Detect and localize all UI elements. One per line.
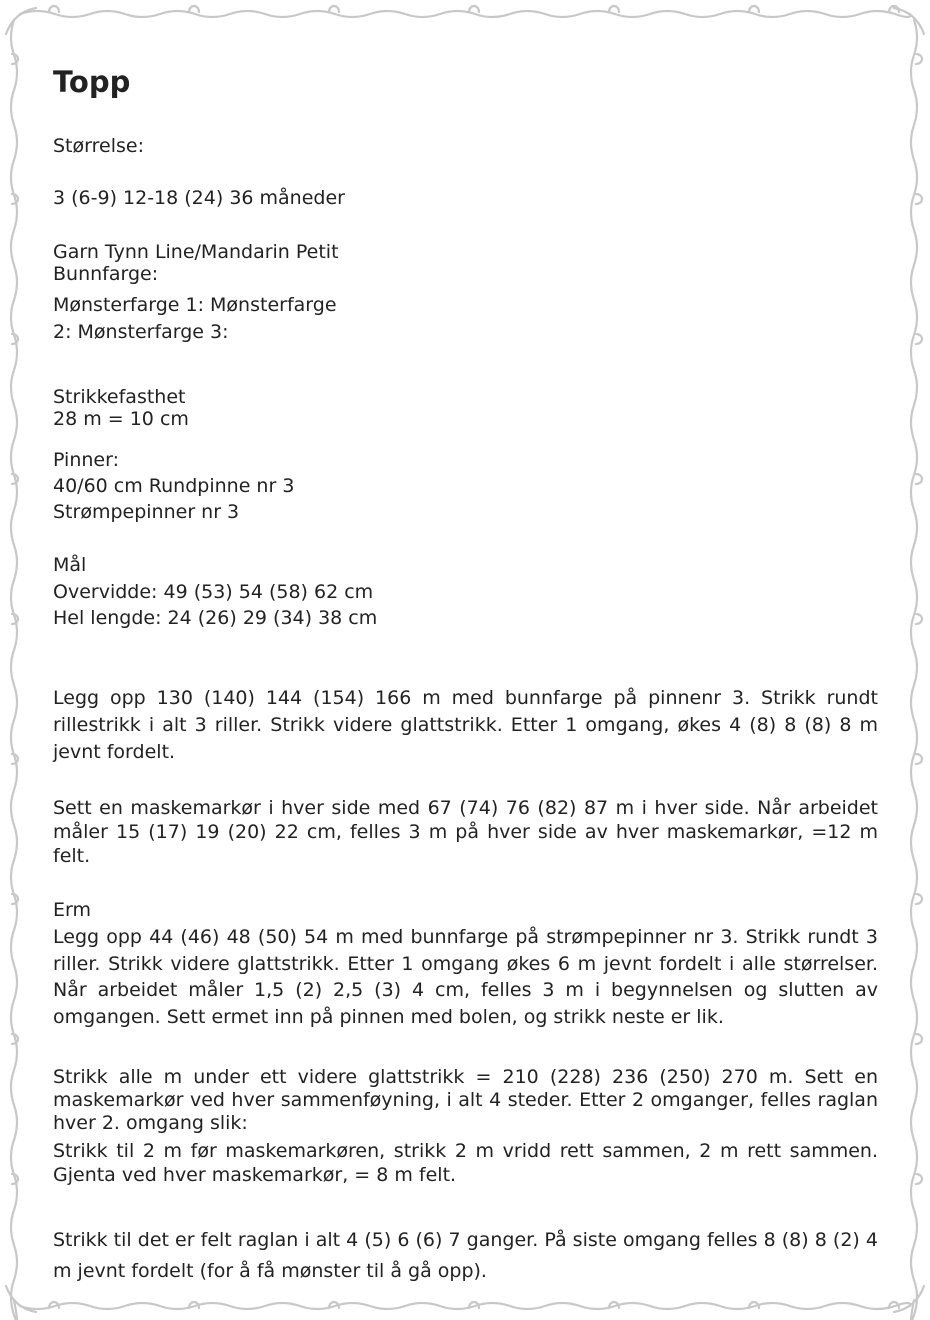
needles-label: Pinner:: [53, 449, 119, 471]
pattern-colors-line-1: Mønsterfarge 1: Mønsterfarge: [53, 294, 337, 316]
pattern-colors-line-2: 2: Mønsterfarge 3:: [53, 321, 229, 343]
sleeve-heading: Erm: [53, 899, 91, 921]
measurement-width: Overvidde: 49 (53) 54 (58) 62 cm: [53, 581, 374, 603]
yarn-line: Garn Tynn Line/Mandarin Petit: [53, 241, 339, 263]
needles-circular: 40/60 cm Rundpinne nr 3: [53, 475, 295, 497]
marker-paragraph: Sett en maskemarkør i hver side med 67 (74) 76 (82) 87 m i hver side. Når arbeidet måler 15 (17) 19 (20) 22 cm, felles 3 m på hver side av hver maskemarkør, =12 m felt.: [53, 797, 878, 867]
sizes-text: 3 (6-9) 12-18 (24) 36 måneder: [53, 187, 345, 209]
gauge-value: 28 m = 10 cm: [53, 408, 189, 430]
base-color-label: Bunnfarge:: [53, 263, 159, 285]
needles-dpn: Strømpepinner nr 3: [53, 501, 240, 523]
gauge-label: Strikkefasthet: [53, 386, 186, 408]
final-paragraph: Strikk til det er felt raglan i alt 4 (5) 6 (6) 7 ganger. På siste omgang felles 8 (8) 8 (2) 4 m jevnt fordelt (for å få mønster til å gå opp).: [53, 1229, 878, 1282]
raglan-paragraph: Strikk alle m under ett videre glattstrikk = 210 (228) 236 (250) 270 m. Sett en maskemarkør ved hver sammenføyning, i alt 4 steder. Etter 2 omganger, felles raglan hver 2. omgang slik:: [53, 1066, 878, 1134]
sleeve-paragraph: Legg opp 44 (46) 48 (50) 54 m med bunnfarge på strømpepinner nr 3. Strikk rundt 3 riller. Strikk videre glattstrikk. Etter 1 omgang økes 6 m jevnt fordelt i alle størrelser. Når arbeidet måler 1,5 (2) 2,5 (3) 4 cm, felles 3 m i begynnelsen og slutten av omgangen. Sett ermet inn på pinnen med bolen, og strikk neste er lik.: [53, 926, 878, 1028]
cast-on-paragraph: Legg opp 130 (140) 144 (154) 166 m med bunnfarge på pinnenr 3. Strikk rundt rillestrikk i alt 3 riller. Strikk videre glattstrikk. Etter 1 omgang, økes 4 (8) 8 (8) 8 m jevnt fordelt.: [53, 687, 878, 763]
measurements-label: Mål: [53, 554, 87, 576]
raglan-decrease-paragraph: Strikk til 2 m før maskemarkøren, strikk 2 m vridd rett sammen, 2 m rett sammen. Gjenta ved hver maskemarkør, = 8 m felt.: [53, 1140, 878, 1186]
size-label: Størrelse:: [53, 135, 144, 157]
measurement-length: Hel lengde: 24 (26) 29 (34) 38 cm: [53, 607, 378, 629]
page-title: Topp: [53, 65, 131, 99]
